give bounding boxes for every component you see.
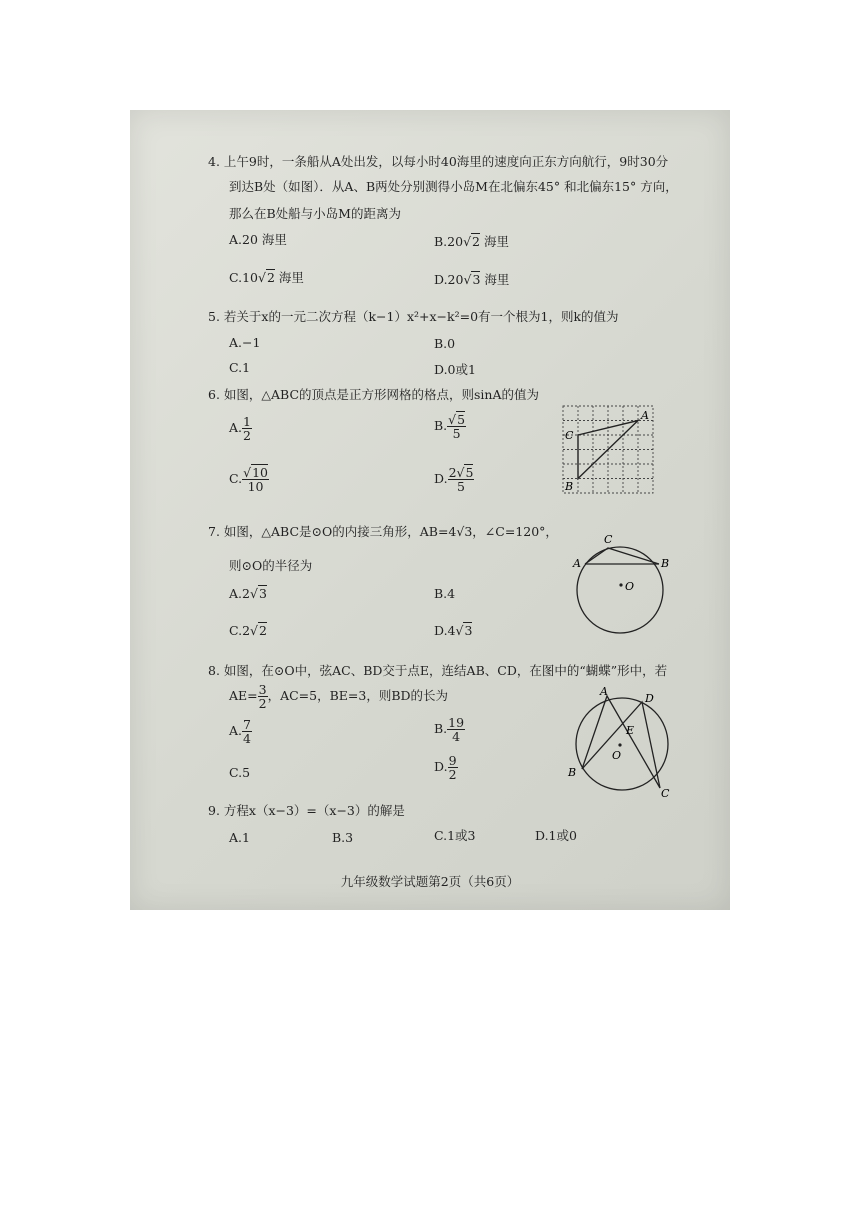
q8-label-a: A xyxy=(600,685,608,698)
q8-label-b: B xyxy=(568,766,577,779)
q8-option-c: C.5 xyxy=(229,765,251,780)
q9-option-b: B.3 xyxy=(332,830,354,845)
q7-option-b: B.4 xyxy=(434,586,456,601)
q8-label-c: C xyxy=(661,787,670,800)
q5-stem: 5. 若关于x的一元二次方程（k−1）x²+x−k²=0有一个根为1，则k的值为 xyxy=(208,309,619,324)
q8-option-d: D. $\frac{9}{2}$ xyxy=(434,753,457,782)
q6-option-c: C. $\frac{√10}{10}$ xyxy=(229,465,268,494)
q7-label-o: O xyxy=(625,580,635,593)
q9-option-d: D.1或0 xyxy=(535,828,577,843)
q7-line2: 则⊙O的半径为 xyxy=(229,558,313,573)
q4-line2: 到达B处（如图）．从A、B两处分别测得小岛M在北偏东45° 和北偏东15° 方向， xyxy=(229,179,678,194)
q4-line1: 4. 上午9时，一条船从A处出发，以每小时40海里的速度向正东方向航行，9时30分 xyxy=(208,154,669,169)
q8-butterfly-figure xyxy=(562,685,682,800)
q9-option-c: C.1或3 xyxy=(434,828,476,843)
q9-option-a: A.1 xyxy=(229,830,250,845)
q5-option-d: D.0或1 xyxy=(434,362,476,377)
q4-option-a: A.20 海里 xyxy=(229,232,287,247)
q7-circle-figure xyxy=(565,528,675,648)
q7-label-c: C xyxy=(604,533,613,546)
q7-option-c: C.2√2 xyxy=(229,623,267,638)
q6-label-b: B xyxy=(565,480,574,493)
q4-option-c: C.10√2 海里 xyxy=(229,270,304,285)
q4-option-d: D.20√3 海里 xyxy=(434,272,510,287)
q6-option-d: D. $\frac{2√5}{5}$ xyxy=(434,465,474,494)
q7-option-a: A.2√3 xyxy=(229,586,267,601)
q6-option-a: A. $\frac{1}{2}$ xyxy=(229,414,251,443)
exam-page xyxy=(130,110,730,910)
q5-option-a: A.−1 xyxy=(229,335,261,350)
q8-option-b: B. $\frac{19}{4}$ xyxy=(434,715,465,744)
q7-option-d: D.4√3 xyxy=(434,623,473,638)
page-footer: 九年级数学试题第2页（共6页） xyxy=(340,874,520,889)
q6-option-b: B. $\frac{√5}{5}$ xyxy=(434,412,466,441)
q5-option-b: B.0 xyxy=(434,336,456,351)
q8-label-d: D xyxy=(645,692,654,705)
q7-label-a: A xyxy=(573,557,581,570)
q8-line1: 8. 如图，在⊙O中，弦AC、BD交于点E，连结AB、CD，在图中的“蝴蝶”形中，若 xyxy=(208,663,668,678)
q7-label-b: B xyxy=(661,557,670,570)
q8-option-a: A. $\frac{7}{4}$ xyxy=(229,717,251,746)
q6-label-c: C xyxy=(565,429,574,442)
q6-label-a: A xyxy=(641,409,649,422)
q5-option-c: C.1 xyxy=(229,360,251,375)
q6-stem: 6. 如图，△ABC的顶点是正方形网格的格点，则sinA的值为 xyxy=(208,387,540,402)
q6-grid-figure xyxy=(558,400,658,500)
q9-stem: 9. 方程x（x−3）=（x−3）的解是 xyxy=(208,803,405,818)
q8-label-e: E xyxy=(626,724,635,737)
q4-line3: 那么在B处船与小岛M的距离为 xyxy=(229,206,401,221)
q7-line1: 7. 如图，△ABC是⊙O的内接三角形，AB=4√3，∠C=120°， xyxy=(208,524,558,539)
q8-label-o: O xyxy=(612,749,622,762)
q8-line2: AE= $\frac{3}{2}$ ，AC=5，BE=3，则BD的长为 xyxy=(229,682,449,711)
q4-option-b: B.20√2 海里 xyxy=(434,234,509,249)
